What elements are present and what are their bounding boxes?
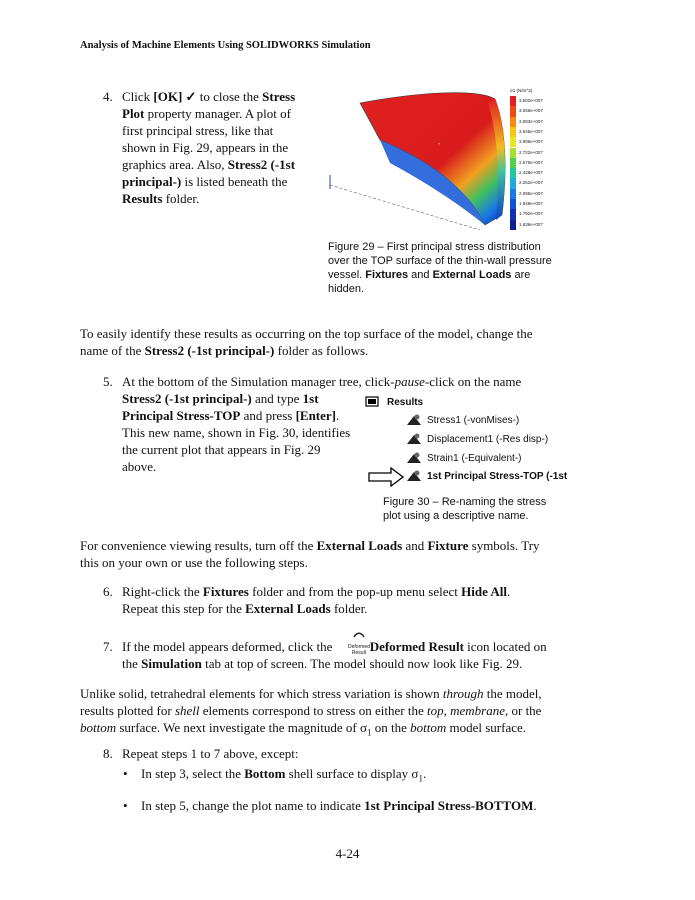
legend-swatch [510, 117, 516, 127]
legend-label: 2.575e+007 [519, 159, 543, 165]
step-4-number: 4. [103, 89, 113, 104]
step-6-text: Right-click the Fixtures folder and from the pop-up menu select Hide All. Repeat this step for the External Loads folder. [122, 584, 511, 616]
folder-icon [365, 395, 383, 409]
step-8-number: 8. [103, 746, 113, 761]
legend-label: 2.262e+007 [519, 180, 543, 186]
tree-item-displacement1[interactable]: Displacement1 (-Res disp-) [405, 430, 548, 448]
figure-29-caption: Figure 29 – First principal stress distribution over the TOP surface of the thin-wall pressure vessel. Fixtures and External Loads are hidden. [328, 241, 552, 295]
step-5-number: 5. [103, 374, 113, 389]
legend-label: 2.428e+007 [519, 170, 543, 176]
bullet-1: • [123, 766, 128, 781]
legend-label: 3.645e+007 [519, 128, 543, 134]
step-8-text: Repeat steps 1 to 7 above, except: [122, 746, 299, 761]
page-number: 4-24 [335, 846, 360, 861]
paragraph-shell-elements: Unlike solid, tetrahedral elements for which stress variation is shown through the model, results plotted for shell elements correspond to stress on either the top, membrane, or the bottom surface. We next investigate the magnitude of $\sigma_1$ on the bottom model surface. [80, 686, 542, 738]
step-5-text: At the bottom of the Simulation manager tree, click-pause-click on the name Stress2 (-1st principal-) and type 1st Principal Stress-TOP and press [Enter]. This new name, shown in Fig. 30, identifies the current plot that appears in Fig. 29 above. [122, 374, 522, 474]
legend-label: 1.792e+007 [519, 211, 543, 217]
svg-text:+: + [438, 141, 441, 146]
step-8-bullet-1: In step 3, select the Bottom shell surface to display $\sigma_1$. [141, 766, 427, 784]
legend-units: σ1 (N/m^2) [510, 88, 533, 93]
legend-label: 1.636e+007 [519, 221, 543, 227]
legend-swatch [510, 127, 516, 137]
deformed-result-icon[interactable]: Deformed Result [344, 626, 374, 654]
legend-label: 1.949e+007 [519, 201, 543, 206]
step-8-bullet-2: In step 5, change the plot name to indicate 1st Principal Stress-BOTTOM. [141, 798, 537, 813]
stress-legend [510, 88, 560, 233]
stress-plot-icon [405, 413, 423, 427]
legend-scale [510, 96, 560, 231]
tree-item-1st-principal-stress-top[interactable]: 1st Principal Stress-TOP (-1st [405, 467, 567, 485]
legend-label: 3.056e+007 [519, 108, 543, 114]
legend-swatch [510, 220, 516, 230]
running-header: Analysis of Machine Elements Using SOLIDWORKS Simulation [80, 40, 371, 51]
tree-item-strain1[interactable]: Strain1 (-Equivalent-) [405, 449, 521, 467]
step-4-text: Click [OK] ✓ to close the Stress Plot property manager. A plot of first principal stress, like that shown in Fig. 29, appears in the graphics area. Also, Stress2 (-1st principal-) is listed beneath the Results folder. [122, 89, 296, 206]
legend-swatch [510, 168, 516, 178]
figure-30-caption: Figure 30 – Re-naming the stress plot using a descriptive name. [383, 496, 547, 522]
legend-swatch [510, 209, 516, 219]
legend-swatch [510, 199, 516, 209]
tree-item-stress1[interactable]: Stress1 (-vonMises-) [405, 411, 519, 429]
legend-label: 2.722e+007 [519, 149, 543, 155]
legend-label: 2.095e+007 [519, 190, 543, 196]
arrow-pointer-icon [367, 467, 405, 492]
legend-swatch [510, 158, 516, 168]
deformed-shape-icon [352, 631, 366, 639]
legend-swatch [510, 148, 516, 158]
legend-swatch [510, 106, 516, 116]
legend-label: 3.083e+007 [519, 118, 543, 124]
legend-label: 3.502e+007 [519, 98, 543, 103]
tree-item-results[interactable]: Results [365, 393, 423, 411]
legend-swatch [510, 178, 516, 188]
paragraph-rename-intro: To easily identify these results as occurring on the top surface of the model, change the name of the Stress2 (-1st principal-) folder as follows. [80, 326, 533, 358]
bullet-2: • [123, 798, 128, 813]
strain-plot-icon [405, 451, 423, 465]
displacement-plot-icon [405, 432, 423, 446]
legend-label: 3.996e+007 [519, 139, 543, 145]
paragraph-convenience: For convenience viewing results, turn off the External Loads and Fixture symbols. Try this on your own or use the following steps. [80, 538, 540, 570]
legend-swatch [510, 96, 516, 106]
step-7-number: 7. [103, 639, 113, 654]
legend-swatch [510, 189, 516, 199]
stress-plot-icon [405, 469, 423, 483]
legend-swatch [510, 137, 516, 147]
step-6-number: 6. [103, 584, 113, 599]
figure-30-tree [365, 393, 585, 488]
step-7-text: If the model appears deformed, click the Deformed Result icon located on the Simulation tab at top of screen. The model should now look like Fig. 29. [122, 639, 547, 671]
